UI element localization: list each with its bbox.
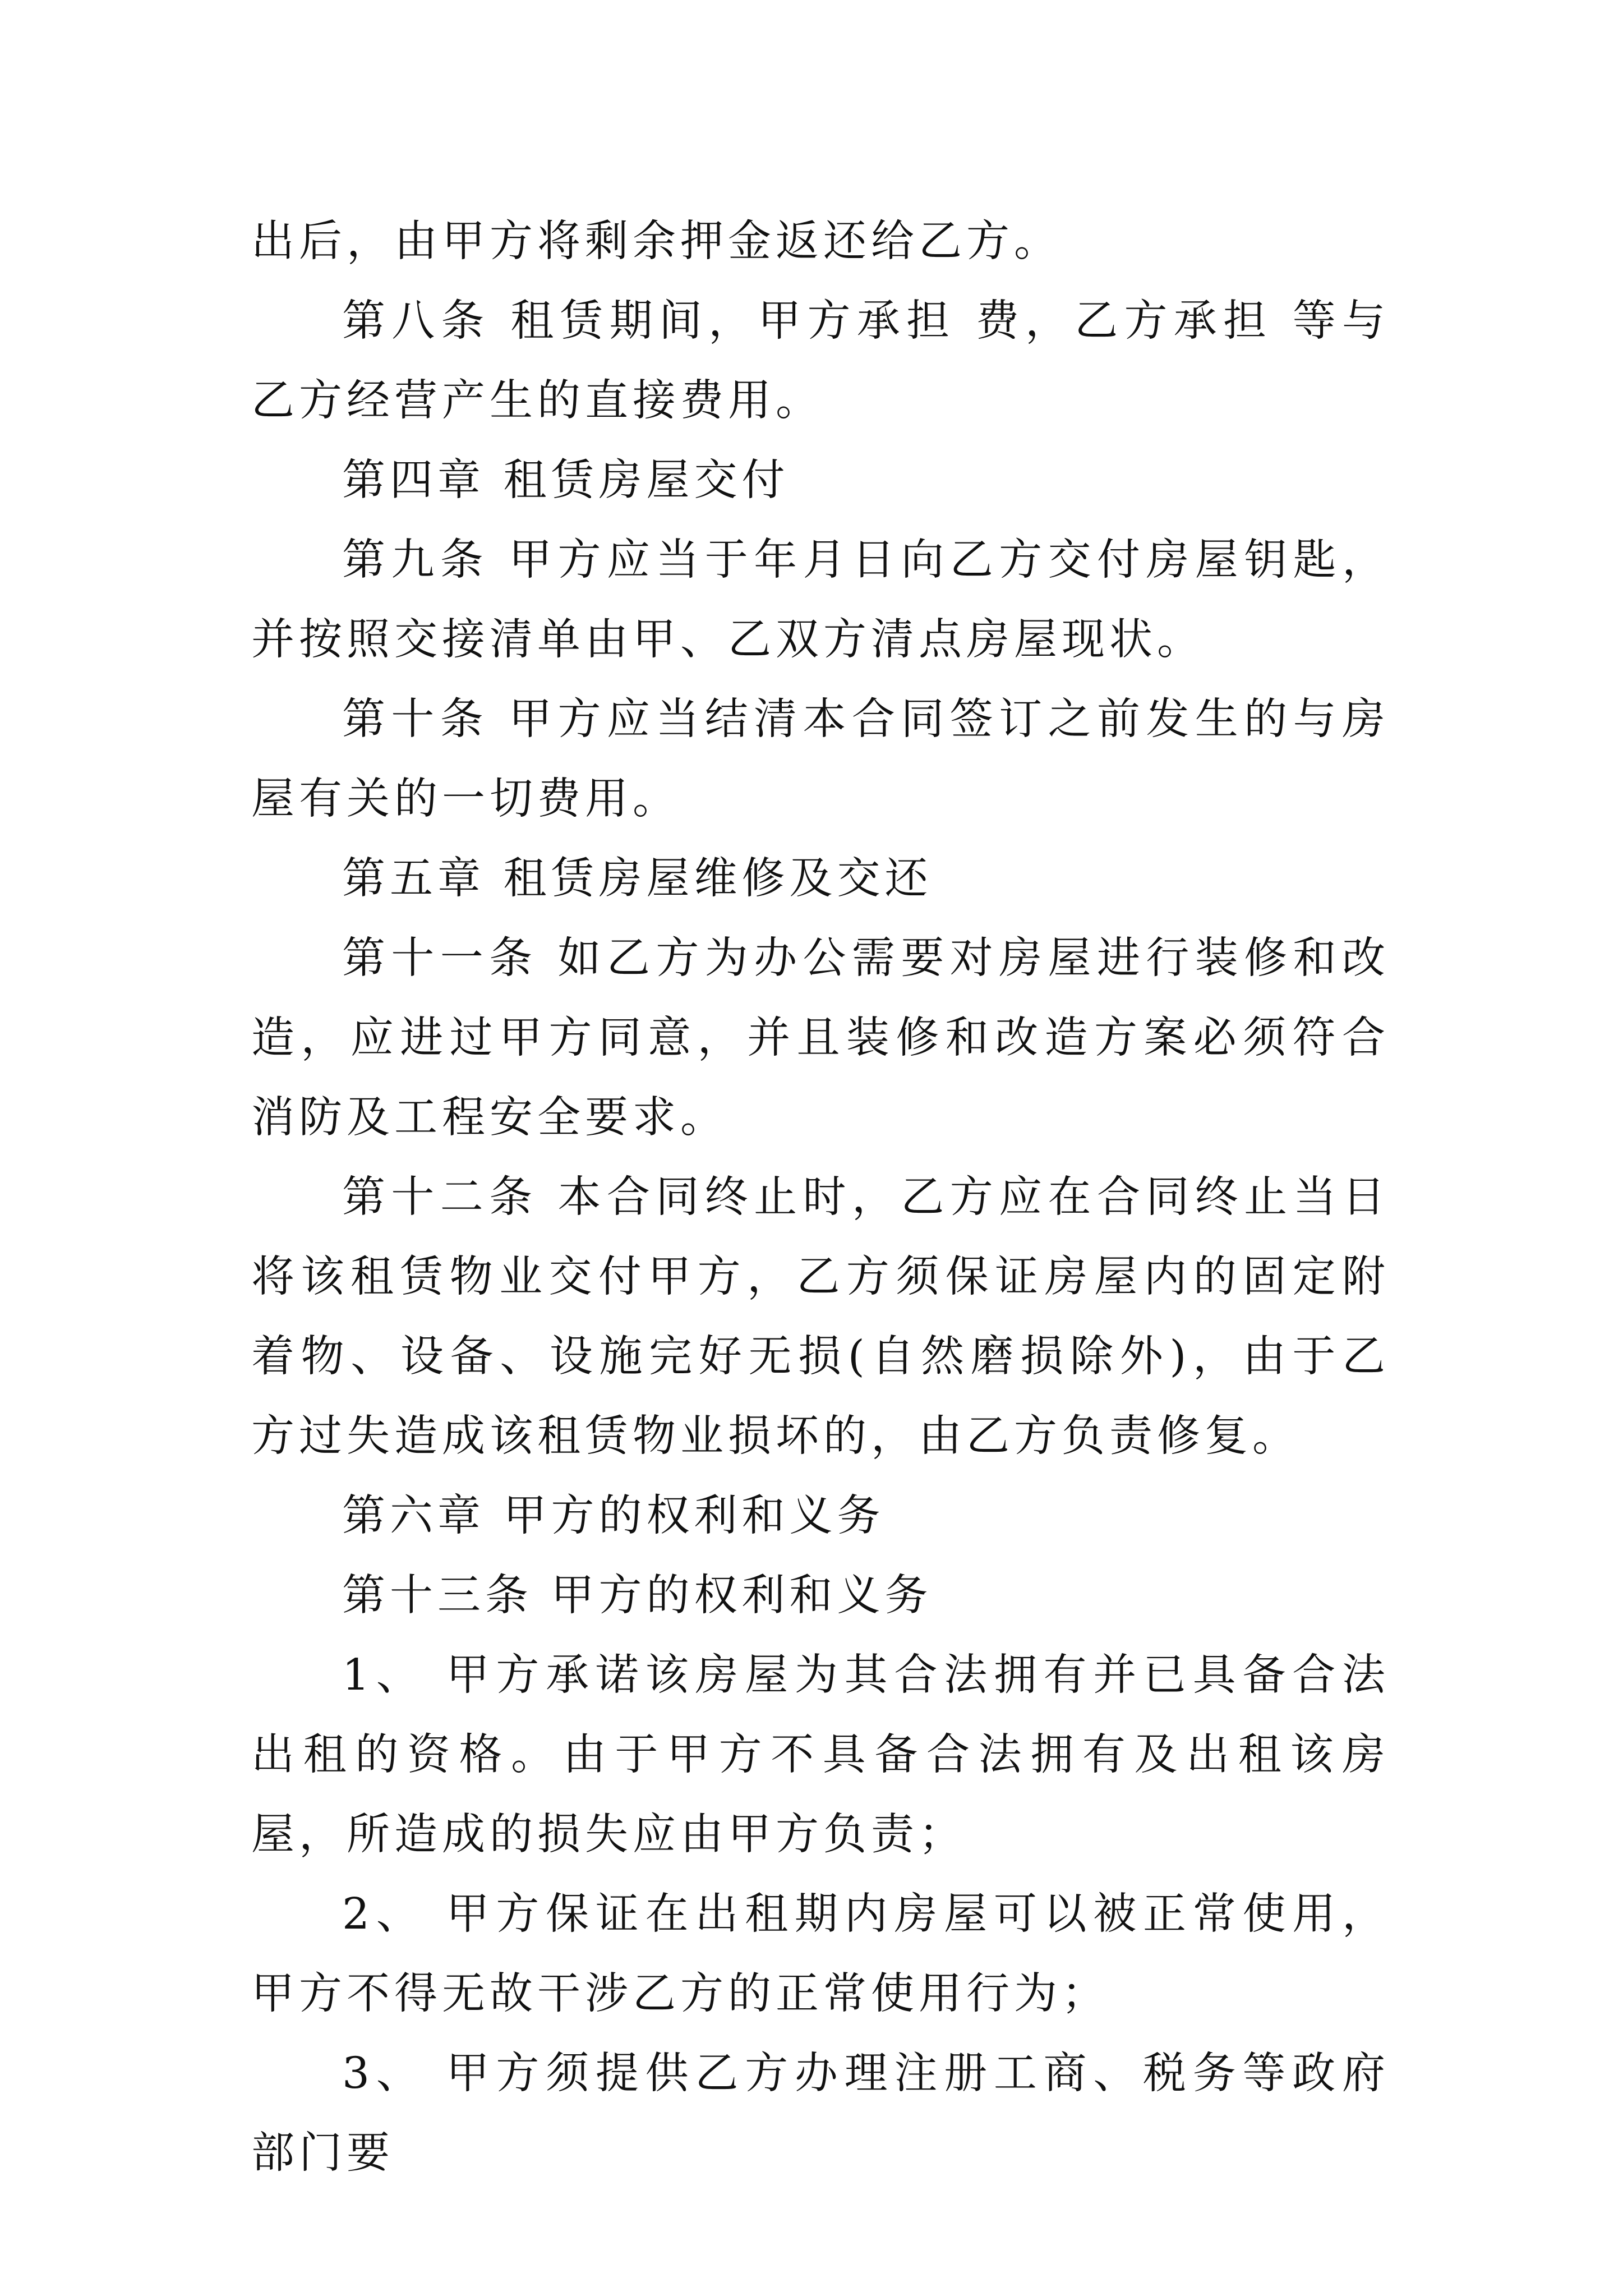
list-item-1: 1、 甲方承诺该房屋为其合法拥有并已具备合法出租的资格。由于甲方不具备合法拥有及出租该房屋，所造成的损失应由甲方负责； (251, 1650, 1390, 1860)
paragraph-article-10: 第十条 甲方应当结清本合同签订之前发生的与房屋有关的一切费用。 (251, 694, 1390, 824)
list-item-3: 3、 甲方须提供乙方办理注册工商、税务等政府部门要 (251, 2049, 1390, 2178)
paragraph-article-13: 第十三条 甲方的权利和义务 (342, 1571, 933, 1621)
paragraph-article-11: 第十一条 如乙方为办公需要对房屋进行装修和改造，应进过甲方同意，并且装修和改造方案必须符合消防及工程安全要求。 (251, 933, 1390, 1143)
document-body (251, 202, 1390, 2193)
list-item-2: 2、 甲方保证在出租期内房屋可以被正常使用，甲方不得无故干涉乙方的正常使用行为； (251, 1889, 1390, 2019)
chapter-6-heading: 第六章 甲方的权利和义务 (342, 1491, 885, 1541)
chapter-5-heading: 第五章 租赁房屋维修及交还 (342, 854, 933, 904)
chapter-4-heading: 第四章 租赁房屋交付 (342, 455, 790, 505)
paragraph-article-9: 第九条 甲方应当于年月日向乙方交付房屋钥匙，并按照交接清单由甲、乙双方清点房屋现状。 (251, 535, 1390, 665)
paragraph-deposit-return: 出后，由甲方将剩余押金返还给乙方。 (251, 217, 1062, 266)
paragraph-article-12: 第十二条 本合同终止时，乙方应在合同终止当日将该租赁物业交付甲方，乙方须保证房屋内的固定附着物、设备、设施完好无损(自然磨损除外)，由于乙方过失造成该租赁物业损坏的，由乙方负责修复。 (251, 1172, 1390, 1461)
paragraph-article-8: 第八条 租赁期间，甲方承担 费，乙方承担 等与乙方经营产生的直接费用。 (251, 296, 1390, 426)
